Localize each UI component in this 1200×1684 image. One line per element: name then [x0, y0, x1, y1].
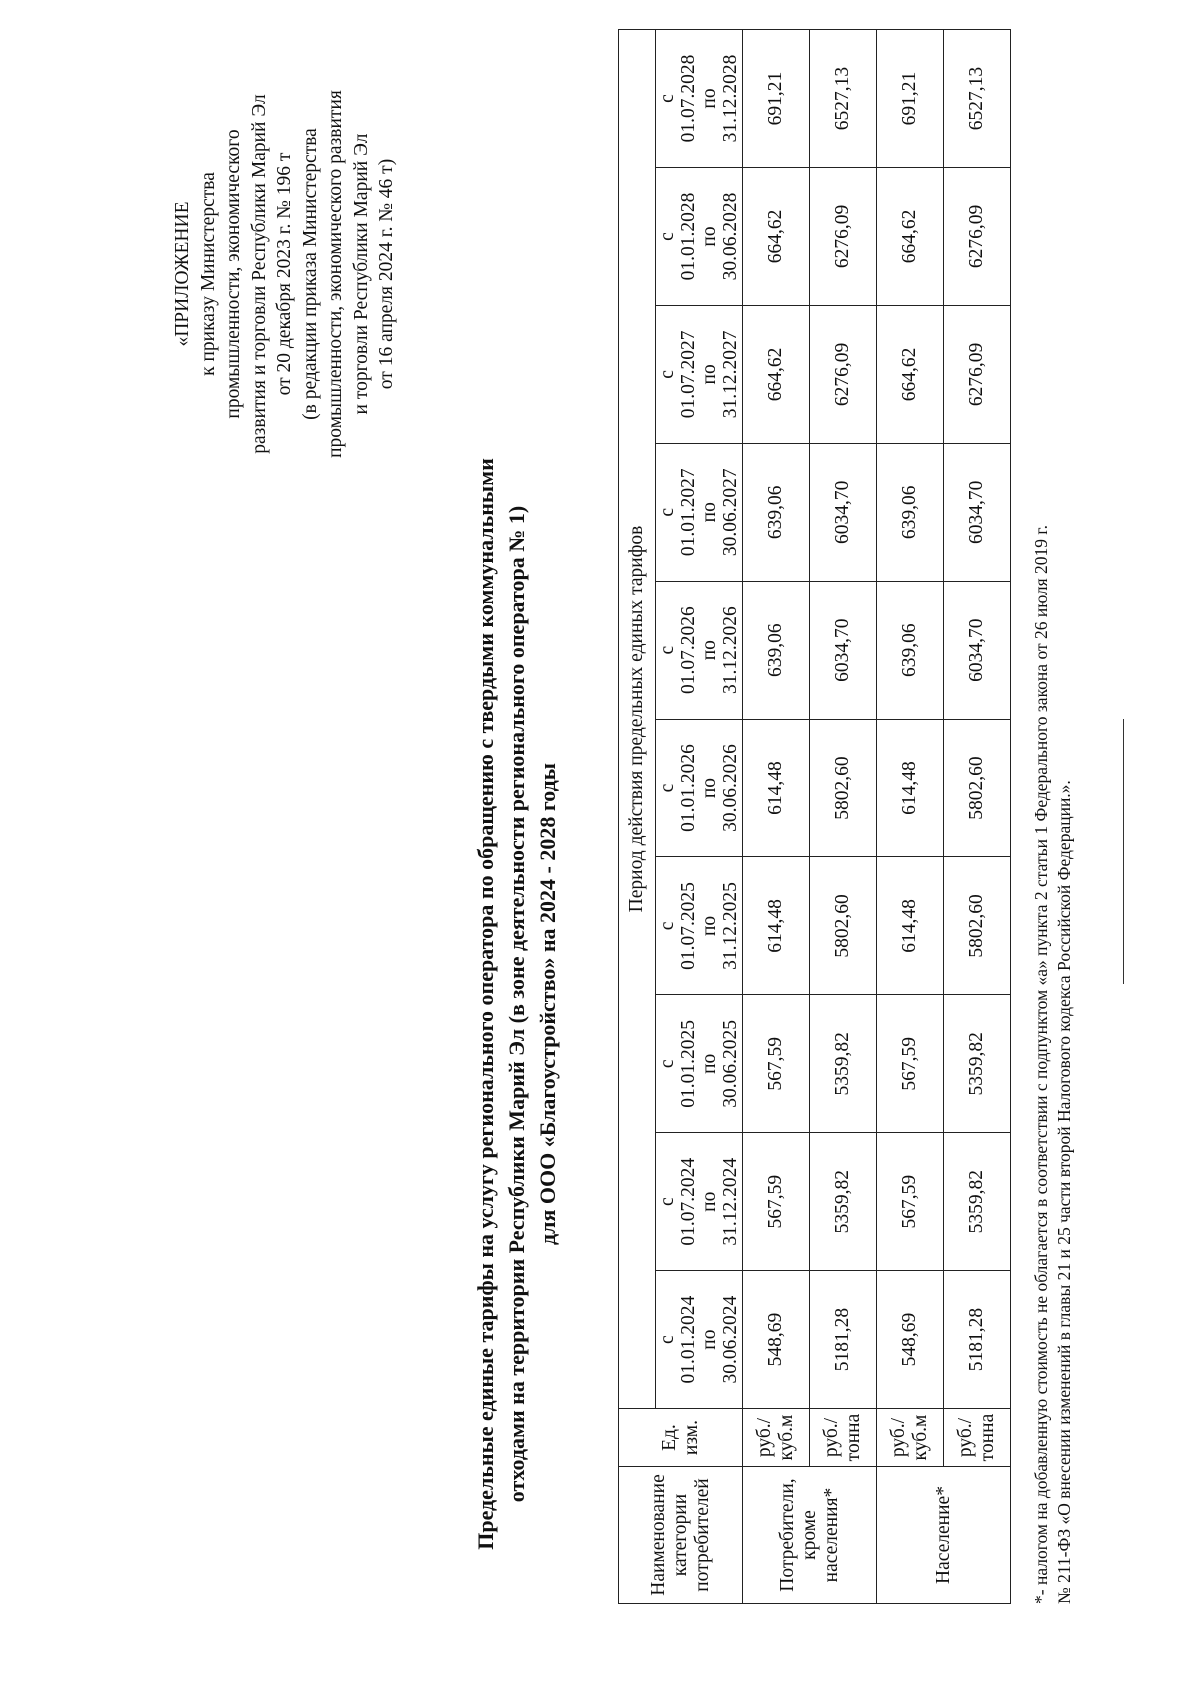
period-from: с — [657, 370, 678, 379]
footnote-line: № 211-ФЗ «О внесении изменений в главы 21 и 25 части второй Налогового кодекса Российской Федерации.». — [1054, 780, 1074, 1604]
tariff-value-cell: 664,62 — [877, 305, 944, 443]
tariff-value-cell: 548,69 — [877, 1271, 944, 1409]
tariffs-table — [618, 29, 1011, 1604]
table-row — [810, 30, 877, 1604]
period-to: по — [699, 88, 720, 109]
period-cell — [656, 719, 743, 857]
unit-cell: руб./ куб.м — [743, 1409, 810, 1467]
appendix-line: и торговли Республики Марий Эл — [350, 133, 372, 415]
period-to: по — [699, 915, 720, 937]
period-start: 01.01.2024 — [678, 1295, 699, 1384]
tariff-value-cell: 6034,70 — [810, 443, 877, 581]
tariff-value-cell: 6527,13 — [810, 30, 877, 168]
tariff-value-cell: 614,48 — [877, 719, 944, 857]
tariff-body — [743, 30, 1011, 1604]
period-from: с — [657, 921, 678, 931]
appendix-line: от 16 апреля 2024 г. № 46 т) — [376, 158, 397, 390]
unit-header: Ед. изм. — [619, 1409, 743, 1467]
period-header-row — [656, 30, 743, 1604]
period-start: 01.07.2027 — [678, 330, 699, 419]
tariff-value-cell: 567,59 — [743, 1133, 810, 1271]
table-row — [944, 30, 1011, 1604]
period-to: по — [699, 1329, 720, 1350]
period-cell — [656, 305, 743, 443]
tariff-value-cell: 614,48 — [877, 857, 944, 995]
tariff-value-cell: 5181,28 — [944, 1271, 1011, 1409]
category-cell: Потребители, кроме населения* — [743, 1467, 877, 1604]
period-cell — [656, 443, 743, 581]
period-from: с — [657, 783, 678, 793]
tariff-value-cell: 5181,28 — [810, 1271, 877, 1409]
title-line: для ООО «Благоустройство» на 2024 - 2028 годы — [535, 763, 560, 1245]
title-line: Предельные единые тарифы на услугу регионального оператора по обращению с твердыми коммунальными — [473, 458, 498, 1550]
unit-cell: руб./ тонна — [944, 1409, 1011, 1467]
title-line: отходами на территории Республики Марий Эл (в зоне деятельности регионального оператора № 1) — [504, 505, 529, 1503]
tariff-value-cell: 5802,60 — [810, 719, 877, 857]
period-end: 31.12.2026 — [720, 606, 741, 695]
period-to: по — [699, 364, 720, 385]
tariff-value-cell: 5359,82 — [944, 995, 1011, 1133]
appendix-line: к приказу Министерства — [197, 172, 219, 376]
period-start: 01.07.2026 — [678, 606, 699, 695]
tariff-value-cell: 5359,82 — [810, 995, 877, 1133]
footnote-line: *- налогом на добавленную стоимость не облагается в соответствии с подпунктом «а» пункта 2 статьи 1 Федерального закона от 26 июля 2019 г. — [1031, 525, 1051, 1604]
period-end: 30.06.2024 — [720, 1295, 741, 1384]
period-to: по — [699, 226, 720, 247]
tariff-value-cell: 567,59 — [877, 995, 944, 1133]
period-from: с — [657, 232, 678, 241]
period-end: 31.12.2024 — [720, 1157, 741, 1246]
appendix-line: «ПРИЛОЖЕНИЕ — [172, 201, 193, 347]
period-start: 01.01.2025 — [678, 1019, 699, 1108]
period-from: с — [657, 1335, 678, 1344]
period-start: 01.07.2028 — [678, 54, 699, 143]
tariff-value-cell: 5802,60 — [944, 857, 1011, 995]
tariff-value-cell: 6276,09 — [944, 305, 1011, 443]
period-from: с — [657, 645, 678, 655]
period-start: 01.07.2024 — [678, 1157, 699, 1246]
tariff-value-cell: 639,06 — [743, 581, 810, 719]
tariff-value-cell: 6034,70 — [944, 443, 1011, 581]
tariff-value-cell: 6527,13 — [944, 30, 1011, 168]
period-end: 30.06.2027 — [720, 468, 741, 557]
tariff-value-cell: 6276,09 — [810, 305, 877, 443]
appendix-line: от 20 декабря 2023 г. № 196 т — [274, 152, 295, 396]
tariff-value-cell: 5359,82 — [944, 1133, 1011, 1271]
category-header: Наименование категории потребителей — [619, 1467, 743, 1604]
tariff-value-cell: 614,48 — [743, 719, 810, 857]
period-from: с — [657, 507, 678, 517]
period-from: с — [657, 94, 678, 103]
tariff-value-cell: 639,06 — [743, 443, 810, 581]
tariff-value-cell: 614,48 — [743, 857, 810, 995]
footnote — [1030, 29, 1076, 1604]
period-to: по — [699, 502, 720, 523]
period-header: Период действия предельных единых тарифов — [619, 30, 656, 1409]
tariff-value-cell: 567,59 — [743, 995, 810, 1133]
period-cell — [656, 30, 743, 168]
appendix-header — [170, 44, 400, 504]
period-to: по — [699, 640, 720, 661]
period-to: по — [699, 777, 720, 799]
period-start: 01.01.2028 — [678, 192, 699, 281]
document-title — [470, 454, 563, 1554]
period-end: 31.12.2027 — [720, 330, 741, 419]
tariff-value-cell: 5359,82 — [810, 1133, 877, 1271]
tariff-value-cell: 5802,60 — [810, 857, 877, 995]
appendix-line: промышленности, экономического развития — [325, 90, 346, 458]
tariff-value-cell: 5802,60 — [944, 719, 1011, 857]
tariff-value-cell: 6034,70 — [944, 581, 1011, 719]
tariff-value-cell: 664,62 — [743, 168, 810, 306]
divider-line — [1123, 719, 1124, 984]
tariff-value-cell: 567,59 — [877, 1133, 944, 1271]
tariff-value-cell: 6276,09 — [944, 168, 1011, 306]
tariff-value-cell: 548,69 — [743, 1271, 810, 1409]
period-end: 30.06.2025 — [720, 1019, 741, 1108]
tariff-value-cell: 639,06 — [877, 581, 944, 719]
period-end: 31.12.2025 — [720, 882, 741, 970]
period-to: по — [699, 1191, 720, 1212]
period-end: 31.12.2028 — [720, 54, 741, 143]
tariff-value-cell: 6276,09 — [810, 168, 877, 306]
tariff-value-cell: 6034,70 — [810, 581, 877, 719]
tariff-value-cell: 664,62 — [877, 168, 944, 306]
period-from: с — [657, 1059, 678, 1069]
period-start: 01.01.2026 — [678, 744, 699, 832]
tariff-value-cell: 691,21 — [877, 30, 944, 168]
period-cell — [656, 1271, 743, 1409]
appendix-line: промышленности, экономического — [223, 129, 244, 419]
table-row — [877, 30, 944, 1604]
tariff-value-cell: 639,06 — [877, 443, 944, 581]
appendix-line: (в редакции приказа Министерства — [299, 128, 321, 420]
category-cell: Население* — [877, 1467, 1011, 1604]
period-from: с — [657, 1197, 678, 1207]
unit-cell: руб./ куб.м — [877, 1409, 944, 1467]
tariff-value-cell: 664,62 — [743, 305, 810, 443]
period-end: 30.06.2028 — [720, 192, 741, 281]
period-cell — [656, 168, 743, 306]
period-cell — [656, 857, 743, 995]
period-cell — [656, 1133, 743, 1271]
period-end: 30.06.2026 — [720, 744, 741, 832]
appendix-line: развития и торговли Республики Марий Эл — [248, 94, 270, 454]
tariff-value-cell: 691,21 — [743, 30, 810, 168]
period-cell — [656, 581, 743, 719]
period-start: 01.07.2025 — [678, 882, 699, 970]
table-row — [743, 30, 810, 1604]
period-to: по — [699, 1053, 720, 1074]
period-cell — [656, 995, 743, 1133]
period-start: 01.01.2027 — [678, 468, 699, 557]
unit-cell: руб./ тонна — [810, 1409, 877, 1467]
